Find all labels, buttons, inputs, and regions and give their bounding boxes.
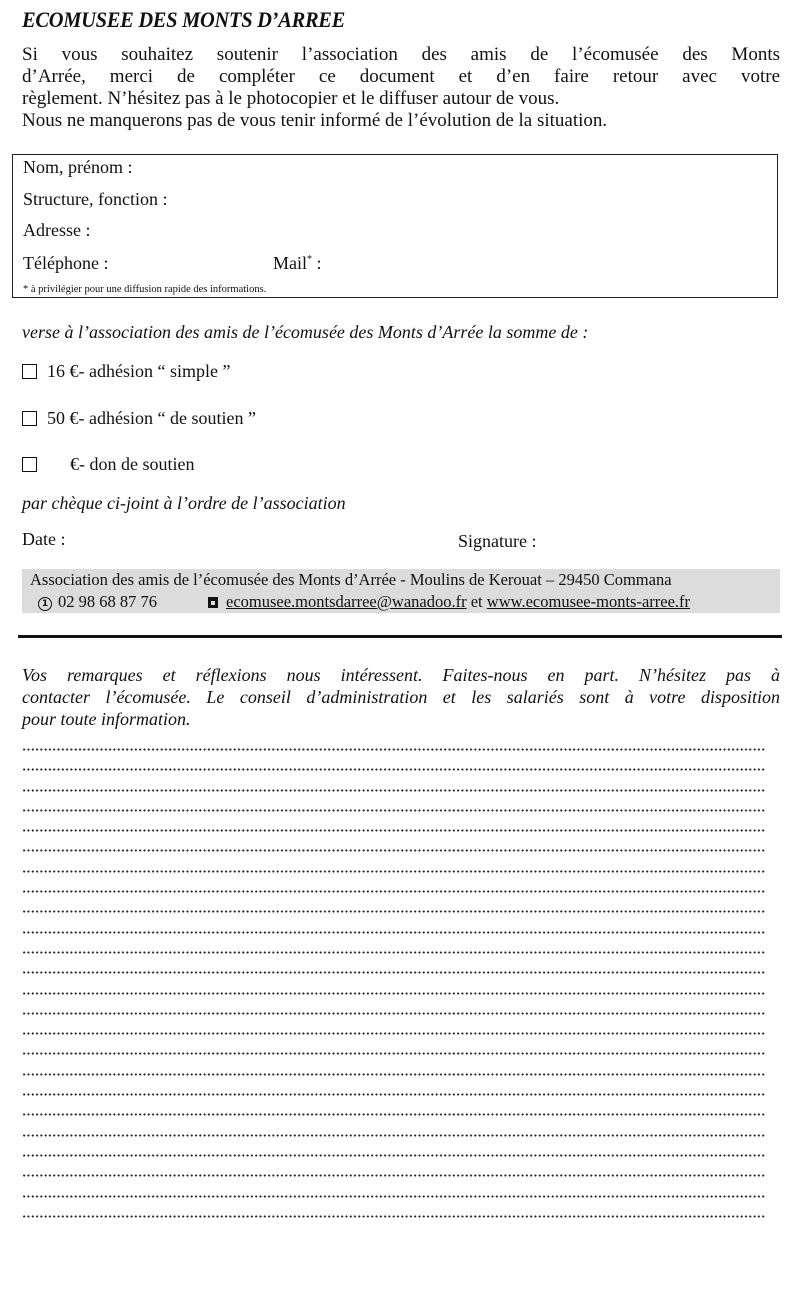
checkbox-soutien[interactable] — [22, 411, 37, 426]
website-link[interactable]: www.ecomusee-monts-arree.fr — [486, 592, 691, 611]
date-field[interactable]: Date : — [22, 529, 66, 549]
payment-intro: verse à l’association des amis de l’écomusée des Monts d’Arrée la somme de : — [22, 322, 589, 342]
dotted-line[interactable] — [22, 1128, 766, 1148]
option-don[interactable] — [22, 454, 194, 475]
structure-field[interactable]: Structure, fonction : — [23, 189, 168, 209]
phone-number: 02 98 68 87 76 — [58, 592, 157, 611]
mail-footnote: * à privilégier pour une diffusion rapide des informations. — [23, 284, 267, 295]
intro-line: règlement. N’hésitez pas à le photocopier et le diffuser autour de vous. — [22, 88, 560, 109]
dotted-line[interactable] — [22, 1189, 766, 1209]
dotted-line[interactable] — [22, 823, 766, 843]
dotted-line[interactable] — [22, 803, 766, 823]
option-label: - don de soutien — [79, 454, 195, 474]
cheque-note: par chèque ci-joint à l’ordre de l’association — [22, 493, 346, 513]
dotted-line[interactable] — [22, 1148, 766, 1168]
conjunction: et — [466, 592, 487, 611]
checkbox-don[interactable] — [22, 457, 37, 472]
option-simple[interactable] — [22, 361, 230, 382]
euro-sign: € — [70, 454, 79, 474]
option-label: - adhésion “ simple ” — [78, 361, 231, 381]
intro-line: Nous ne manquerons pas de vous tenir informé de l’évolution de la situation. — [22, 110, 608, 131]
dotted-line[interactable] — [22, 843, 766, 863]
dotted-line[interactable] — [22, 1168, 766, 1188]
name-field[interactable]: Nom, prénom : — [23, 157, 133, 177]
page-title: ECOMUSEE DES MONTS D’ARREE — [22, 7, 346, 32]
option-amount: 16 — [47, 361, 65, 381]
dotted-line[interactable] — [22, 762, 766, 782]
identity-form-box — [12, 154, 778, 298]
dotted-line[interactable] — [22, 1006, 766, 1026]
dotted-line[interactable] — [22, 783, 766, 803]
intro-paragraph — [22, 44, 780, 132]
phone-field[interactable]: Téléphone : — [23, 253, 109, 273]
remarks-line: Vos remarques et réflexions nous intéressent. Faites-nous en part. N’hésitez pas à — [22, 665, 780, 685]
contact-band — [22, 569, 780, 613]
checkbox-simple[interactable] — [22, 364, 37, 379]
dotted-line[interactable] — [22, 945, 766, 965]
signature-field[interactable]: Signature : — [458, 531, 537, 551]
fax-icon — [208, 597, 218, 608]
option-label: - adhésion “ de soutien ” — [78, 408, 256, 428]
dotted-line[interactable] — [22, 965, 766, 985]
dotted-line[interactable] — [22, 1209, 766, 1229]
euro-sign: € — [69, 361, 79, 381]
address-field[interactable]: Adresse : — [23, 220, 91, 240]
dotted-line[interactable] — [22, 884, 766, 904]
mail-label: Mail — [273, 253, 307, 273]
dotted-line[interactable] — [22, 925, 766, 945]
mail-asterisk: * — [307, 254, 312, 265]
euro-sign: € — [69, 408, 79, 428]
intro-line: d’Arrée, merci de compléter ce document et d’en faire retour avec votre — [22, 66, 780, 87]
dotted-line[interactable] — [22, 1067, 766, 1087]
mail-field[interactable] — [273, 253, 322, 274]
remarks-writing-area[interactable] — [22, 742, 766, 1229]
dotted-line[interactable] — [22, 864, 766, 884]
remarks-line: contacter l’écomusée. Le conseil d’administration et les salariés sont à votre disposition — [22, 687, 780, 707]
dotted-line[interactable] — [22, 742, 766, 762]
remarks-line: pour toute information. — [22, 709, 191, 729]
dotted-line[interactable] — [22, 1087, 766, 1107]
dotted-line[interactable] — [22, 1046, 766, 1066]
dotted-line[interactable] — [22, 1026, 766, 1046]
association-address: Association des amis de l’écomusée des Monts d’Arrée - Moulins de Kerouat – 29450 Commana — [30, 570, 672, 589]
dotted-line[interactable] — [22, 986, 766, 1006]
option-amount: 50 — [47, 408, 65, 428]
web-contact — [208, 592, 690, 612]
separator-line — [18, 635, 782, 638]
phone-contact — [38, 592, 157, 612]
phone-icon: 1 — [38, 597, 52, 611]
mail-colon: : — [312, 253, 322, 273]
dotted-line[interactable] — [22, 904, 766, 924]
remarks-paragraph — [22, 664, 780, 730]
dotted-line[interactable] — [22, 1107, 766, 1127]
option-soutien[interactable] — [22, 408, 256, 429]
email-link[interactable]: ecomusee.montsdarree@wanadoo.fr — [226, 592, 467, 611]
intro-line: Si vous souhaitez soutenir l’association des amis de l’écomusée des Monts — [22, 44, 780, 65]
